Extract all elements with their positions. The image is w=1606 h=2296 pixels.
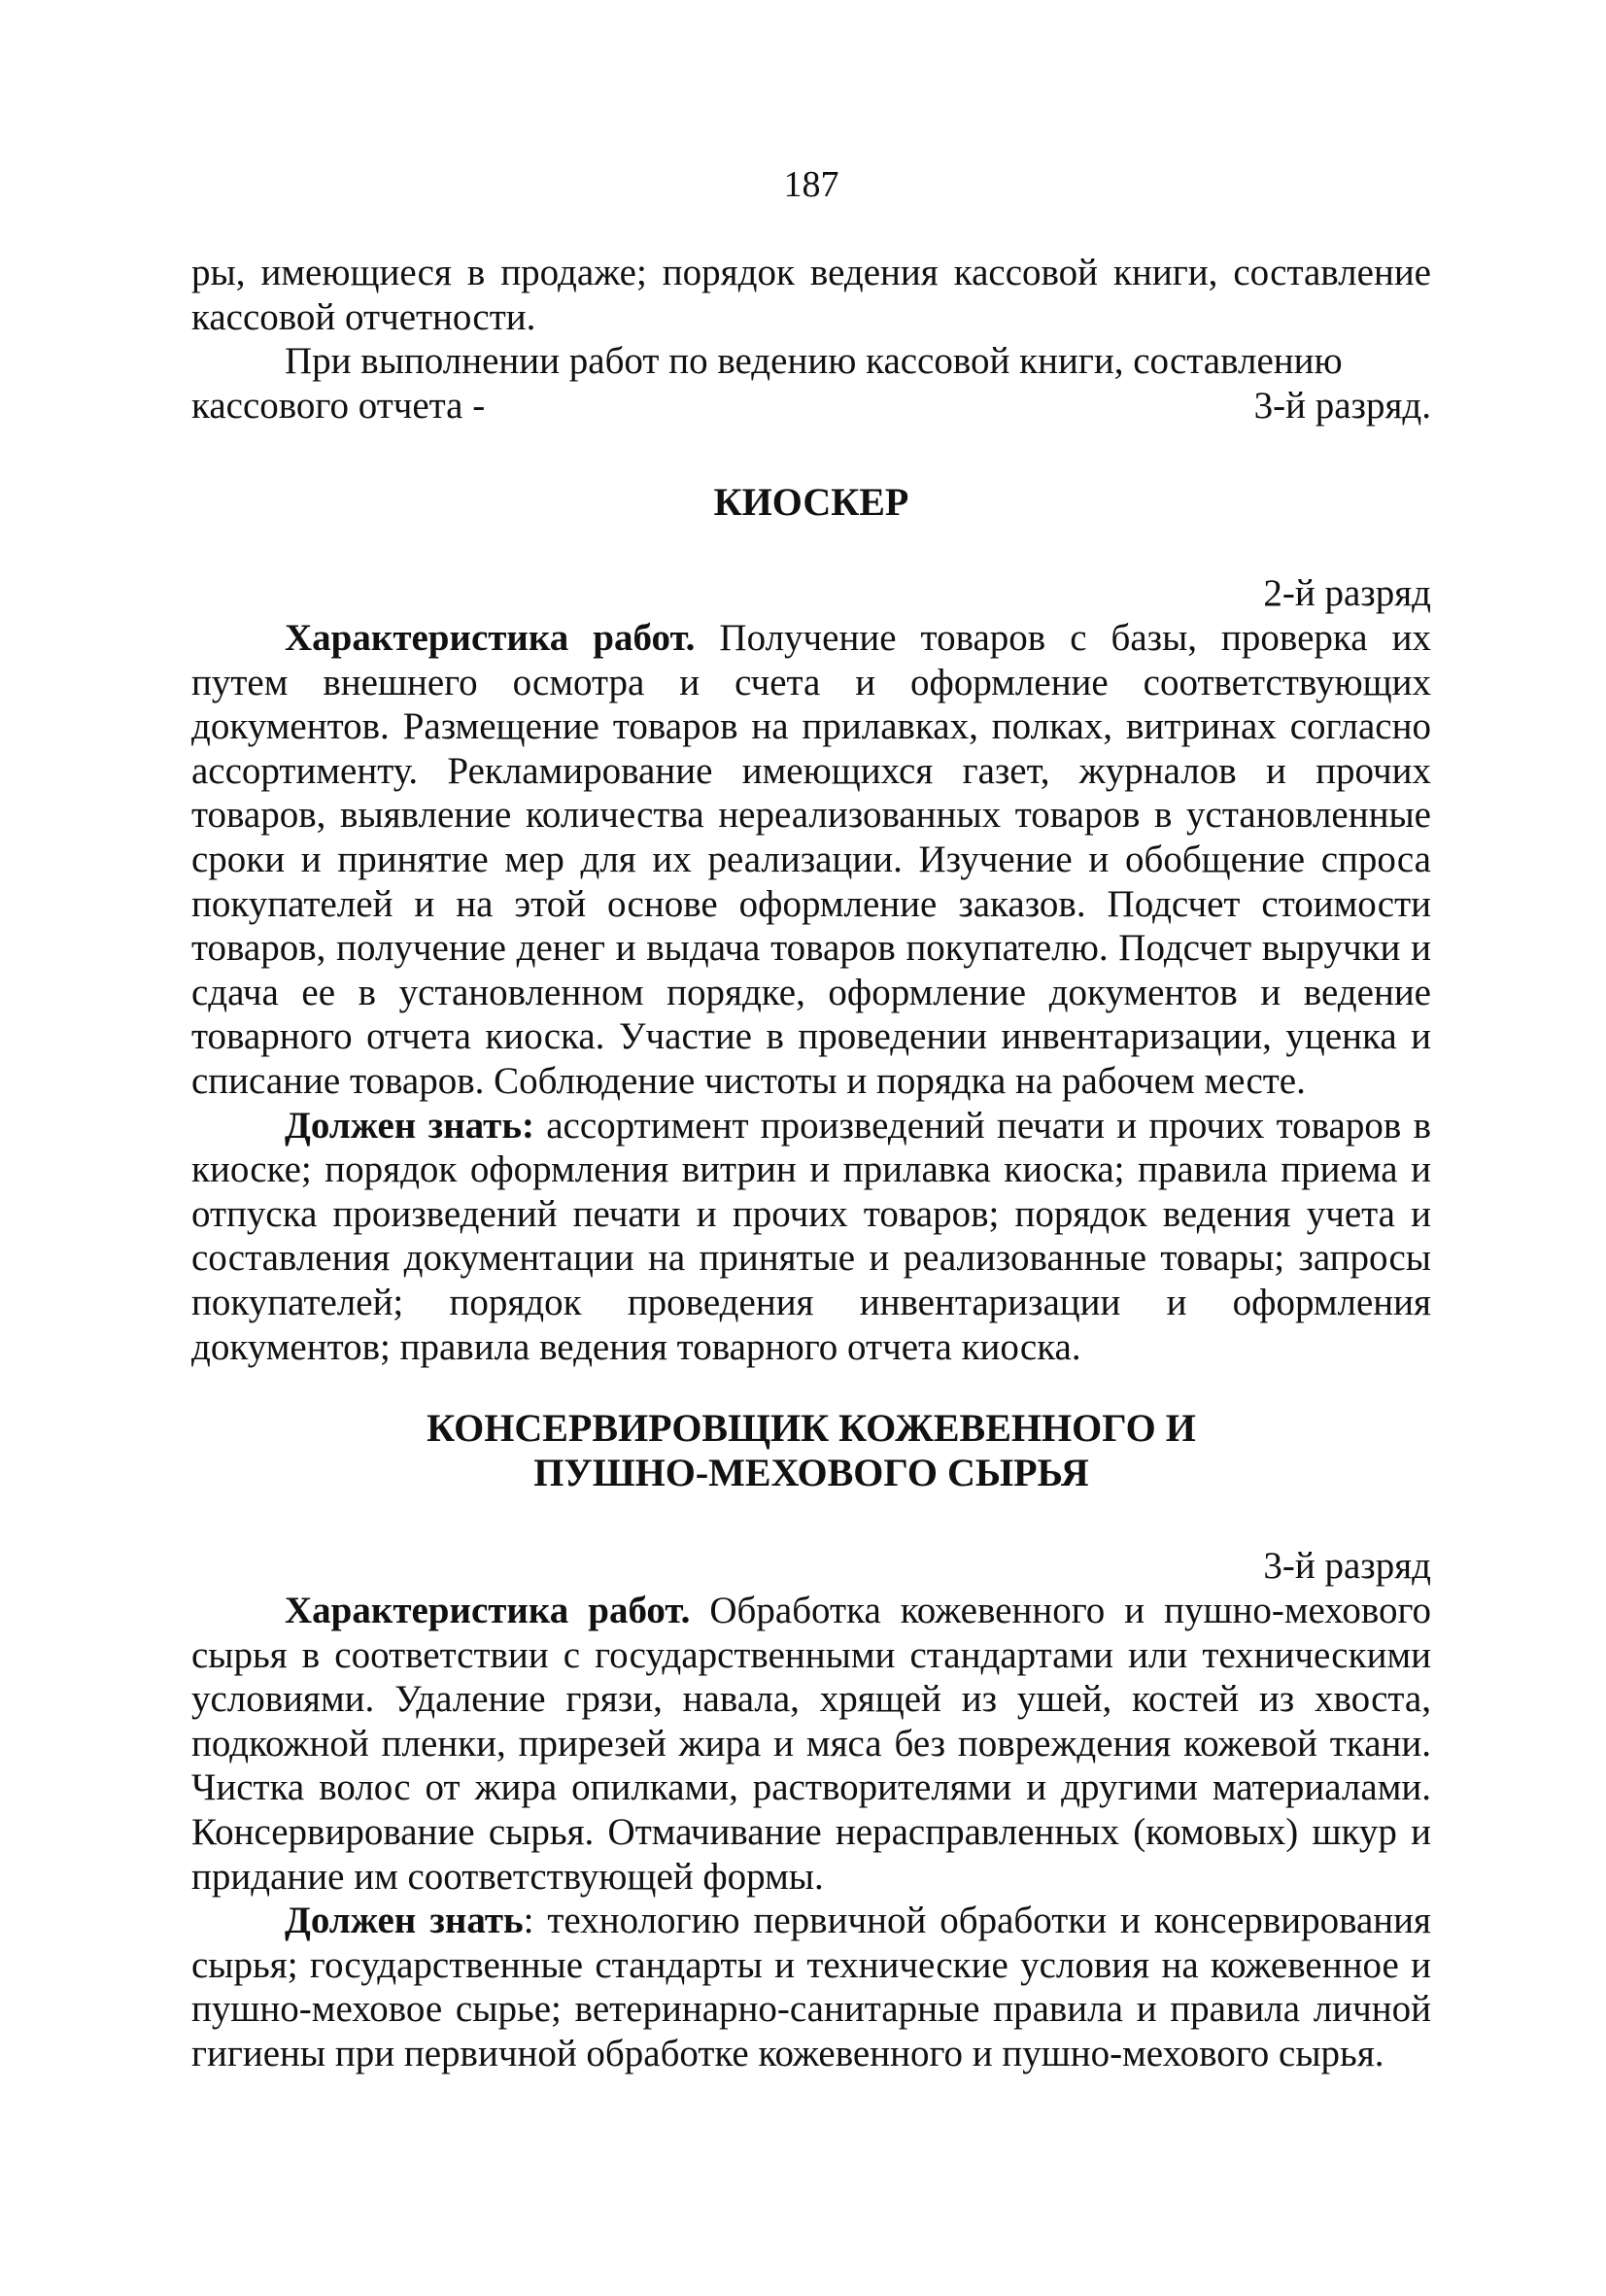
characteristics-paragraph xyxy=(191,616,1431,1104)
knowledge-label: Должен знать xyxy=(285,1900,524,1942)
characteristics-label: Характеристика работ. xyxy=(285,617,696,659)
intro-grade-text: При выполнении работ по ведению кассовой книги, составлению xyxy=(285,340,1343,383)
section-title-conservator xyxy=(191,1406,1431,1495)
section-body-kiosker xyxy=(191,616,1431,1369)
section-grade-conservator: 3-й разряд xyxy=(1263,1545,1431,1587)
section-title-line-1: КОНСЕРВИРОВЩИК КОЖЕВЕННОГО И xyxy=(427,1406,1196,1450)
intro-grade-tail: кассового отчета - xyxy=(191,384,486,427)
intro-grade-line xyxy=(191,384,1431,428)
section-title-line-2: ПУШНО-МЕХОВОГО СЫРЬЯ xyxy=(533,1451,1089,1494)
intro-grade-paragraph xyxy=(191,339,1431,384)
page-number: 187 xyxy=(783,164,839,205)
intro-grade-value: 3-й разряд. xyxy=(1253,384,1431,427)
knowledge-text: : технологию первичной обработки и консервирования сырья; государственные стандарты и технические условия на кожевенное и пушно-меховое сырье; ветеринарно-санитарные правила и правила личной гигиены при первичной обработке кожевенного и пушно-мехового сырья. xyxy=(191,1900,1431,2074)
intro-continuation: ры, имеющиеся в продаже; порядок ведения кассовой книги, составление кассовой отчетности. xyxy=(191,252,1431,338)
characteristics-label: Характеристика работ. xyxy=(285,1590,691,1631)
section-body-conservator xyxy=(191,1589,1431,2076)
characteristics-paragraph xyxy=(191,1589,1431,1899)
knowledge-label: Должен знать: xyxy=(285,1104,534,1147)
characteristics-text: Обработка кожевенного и пушно-мехового сырья в соответствии с государственными стандартами или техническими условиями. Удаление грязи, навала, хрящей из ушей, костей из хвоста, подкожной пленки, прирезей жира и мяса без повреждения кожевой ткани. Чистка волос от жира опилками, растворителями и другими материалами. Консервирование сырья. Отмачивание нерасправленных (комовых) шкур и придание им соответствующей формы. xyxy=(191,1590,1431,1898)
knowledge-text: ассортимент произведений печати и прочих товаров в киоске; порядок оформления витрин и прилавка киоска; правила приема и отпуска произведений печати и прочих товаров; порядок ведения учета и составления документации на принятые и реализованные товары; запросы покупателей; порядок проведения инвентаризации и оформления документов; правила ведения товарного отчета киоска. xyxy=(191,1104,1431,1368)
section-title-kiosker: КИОСКЕР xyxy=(713,480,909,524)
intro-block xyxy=(191,251,1431,428)
section-grade-kiosker: 2-й разряд xyxy=(1263,572,1431,614)
characteristics-text: Получение товаров с базы, проверка их путем внешнего осмотра и счета и оформление соответствующих документов. Размещение товаров на прилавках, полках, витринах согласно ассортименту. Рекламирование имеющихся газет, журналов и прочих товаров, выявление количества нереализованных товаров в установленные сроки и принятие мер для их реализации. Изучение и обобщение спроса покупателей и на этой основе оформление заказов. Подсчет стоимости товаров, получение денег и выдача товаров покупателю. Подсчет выручки и сдача ее в установленном порядке, оформление документов и ведение товарного отчета киоска. Участие в проведении инвентаризации, уценка и списание товаров. Соблюдение чистоты и порядка на рабочем месте. xyxy=(191,617,1431,1102)
document-page xyxy=(191,0,1431,2296)
knowledge-paragraph xyxy=(191,1899,1431,2075)
knowledge-paragraph xyxy=(191,1104,1431,1370)
